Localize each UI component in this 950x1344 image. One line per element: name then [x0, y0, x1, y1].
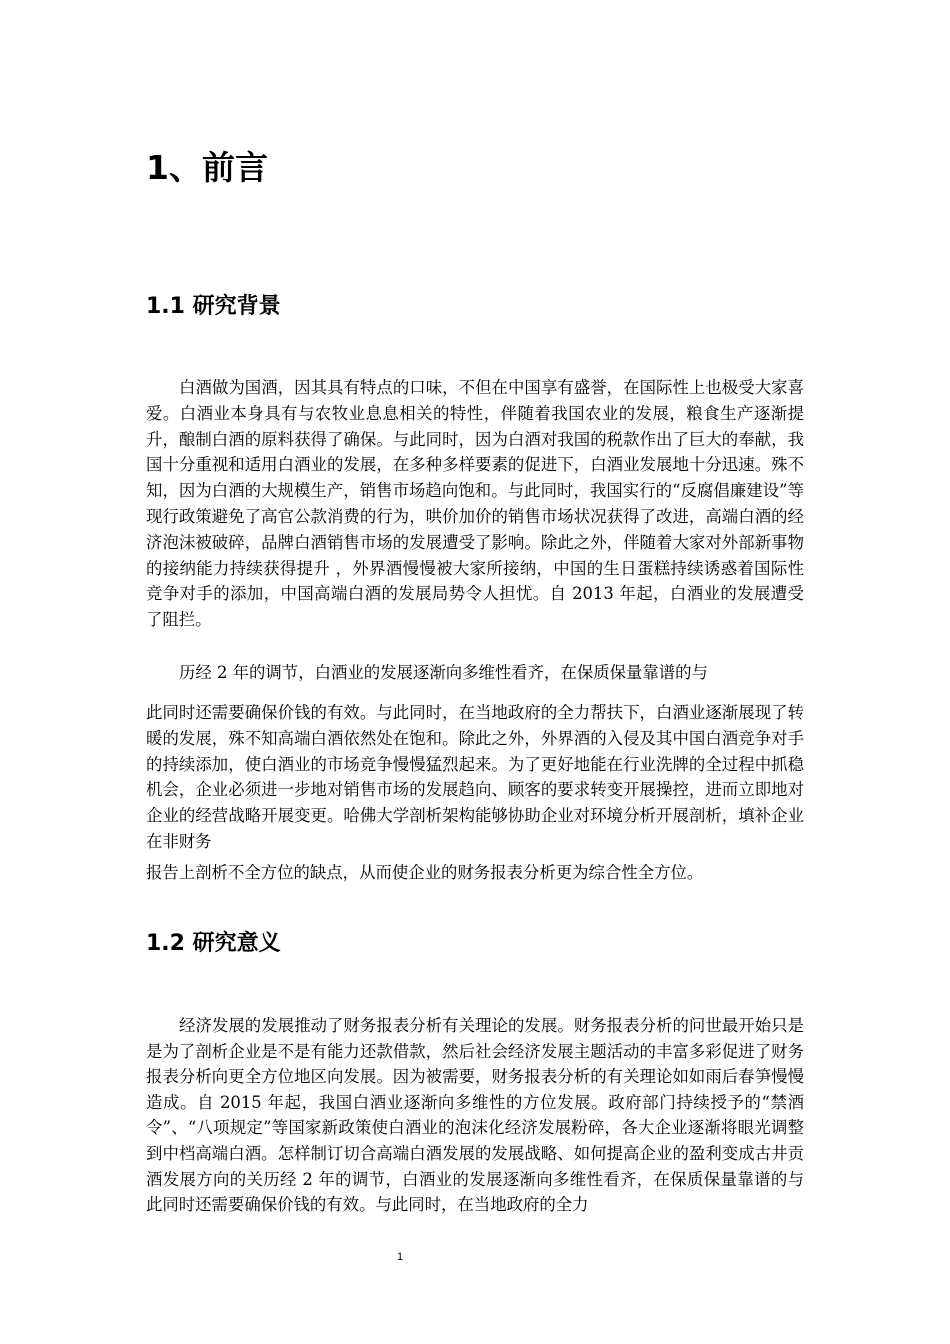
chapter-heading: 1、前言: [146, 148, 268, 187]
section-heading-research-background: 1.1 研究背景: [146, 294, 281, 319]
body-paragraph: 报告上剖析不全方位的缺点，从而使企业的财务报表分析更为综合性全方位。: [146, 863, 704, 882]
section-heading-research-significance: 1.2 研究意义: [146, 931, 281, 956]
body-paragraph: 白酒做为国酒，因其具有特点的口味，不但在中国享有盛誉，在国际性上也极受大家喜爱。白酒业本身具有与农牧业息息相关的特性，伴随着我国农业的发展，粮食生产逐渐提升，酿制白酒的原料获得了确保。与此同时，因为白酒对我国的税款作出了巨大的奉献，我国十分重视和适用白酒业的发展，在多种多样要素的促进下，白酒业发展地十分迅速。殊不知，因为白酒的大规模生产，销售市场趋向饱和。与此同时，我国实行的“反腐倡廉建设”等现行政策避免了高官公款消费的行为，哄价加价的销售市场状况获得了改进，高端白酒的经济泡沫被破碎，品牌白酒销售市场的发展遭受了影响。除此之外，伴随着大家对外部新事物的接纳能力持续获得提升 ，外界酒慢慢被大家所接纳，中国的生日蛋糕持续诱惑着国际性竞争对手的添加，中国高端白酒的发展局势令人担忧。自 2013 年起，白酒业的发展遭受了阻拦。: [146, 378, 804, 630]
body-paragraph: 经济发展的发展推动了财务报表分析有关理论的发展。财务报表分析的问世最开始只是是为了剖析企业是不是有能力还款借款，然后社会经济发展主题活动的丰富多彩促进了财务报表分析向更全方位地区向发展。因为被需要，财务报表分析的有关理论如如雨后春笋慢慢造成。自 2015 年起，我国白酒业逐渐向多维性的方位发展。政府部门持续授予的“禁酒令”、“八项规定”等国家新政策使白酒业的泡沫化经济发展粉碎，各大企业逐渐将眼光调整到中档高端白酒。怎样制订切合高端白酒发展的发展战略、如何提高企业的盈利变成古井贡酒发展方向的关历经 2 年的调节，白酒业的发展逐渐向多维性看齐，在保质保量靠谱的与此同时还需要确保价钱的有效。与此同时，在当地政府的全力: [146, 1016, 804, 1215]
page-number: 1: [396, 1251, 404, 1263]
body-paragraph: 历经 2 年的调节，白酒业的发展逐渐向多维性看齐，在保质保量靠谱的与: [179, 663, 708, 682]
body-paragraph: 此同时还需要确保价钱的有效。与此同时，在当地政府的全力帮扶下，白酒业逐渐展现了转暖的发展，殊不知高端白酒依然处在饱和。除此之外，外界酒的入侵及其中国白酒竞争对手的持续添加，使白酒业的市场竞争慢慢猛烈起来。为了更好地能在行业洗牌的全过程中抓稳机会，企业必须进一步地对销售市场的发展趋向、顾客的要求转变开展操控，进而立即地对企业的经营战略开展变更。哈佛大学剖析架构能够协助企业对环境分析开展剖析，填补企业在非财务: [146, 703, 804, 851]
